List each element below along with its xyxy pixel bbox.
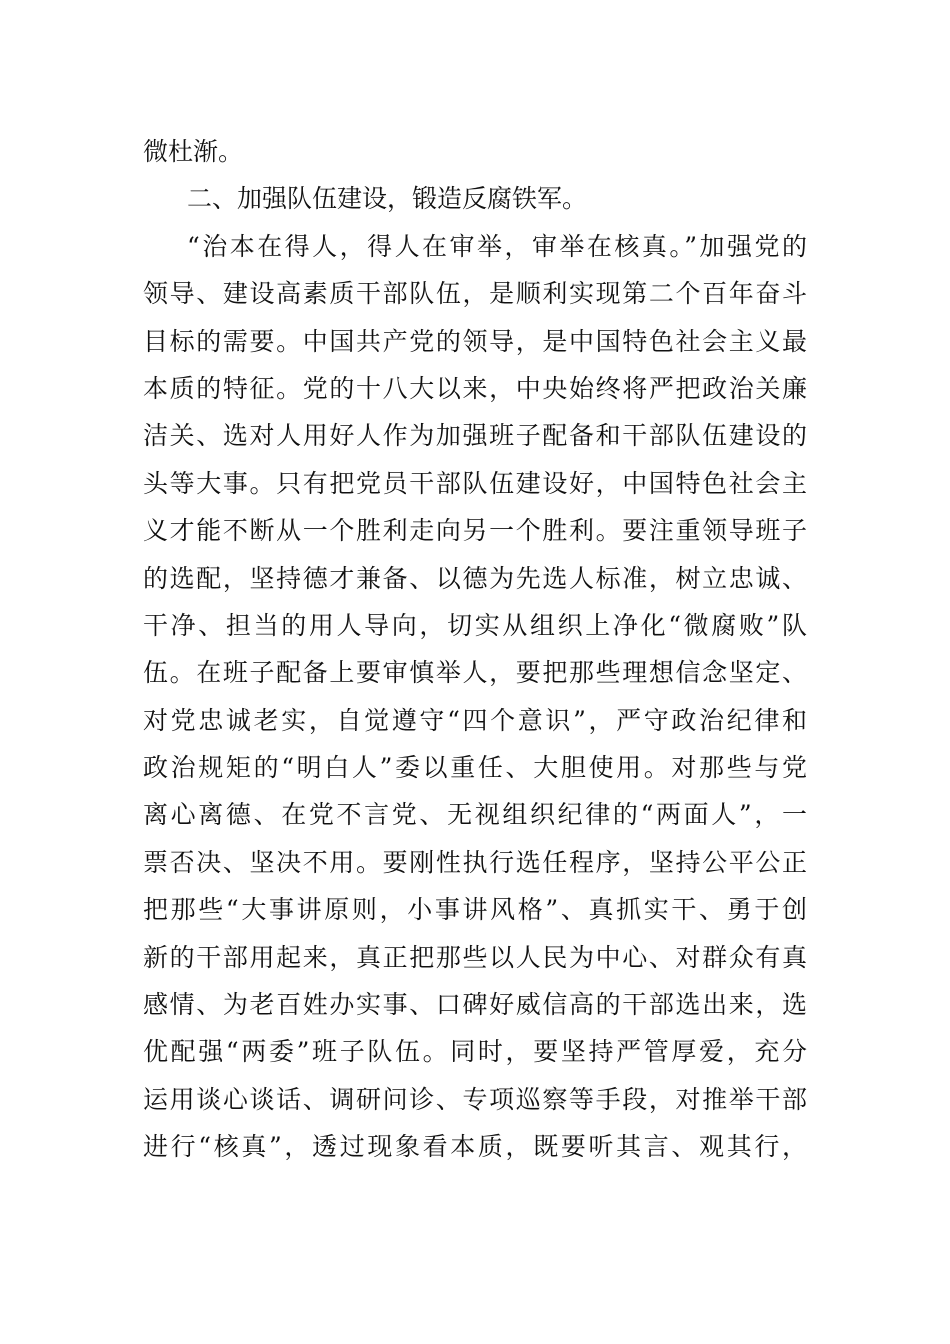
- text-line: 新的干部用起来，真正把那些以人民为中心、对群众有真: [143, 942, 807, 972]
- text-line: 干净、担当的用人导向，切实从组织上净化“微腐败”队: [143, 610, 807, 640]
- text-line: 本质的特征。党的十八大以来，中央始终将严把政治关廉: [143, 373, 807, 403]
- text-line: 政治规矩的“明白人”委以重任、大胆使用。对那些与党: [143, 753, 807, 783]
- text-line: 微杜渐。: [143, 137, 244, 166]
- document-body: [143, 128, 807, 1171]
- text-line: 运用谈心谈话、调研问诊、专项巡察等手段，对推举干部: [143, 1084, 807, 1114]
- text-line: 离心离德、在党不言党、无视组织纪律的“两面人”，一: [143, 800, 807, 830]
- section-heading: 二、加强队伍建设，锻造反腐铁军。: [187, 184, 588, 214]
- text-line: 伍。在班子配备上要审慎举人，要把那些理想信念坚定、: [143, 658, 807, 688]
- text-line: 对党忠诚老实，自觉遵守“四个意识”，严守政治纪律和: [143, 705, 807, 735]
- text-line: 头等大事。只有把党员干部队伍建设好，中国特色社会主: [143, 468, 807, 498]
- text-line: 领导、建设高素质干部队伍，是顺利实现第二个百年奋斗: [143, 279, 807, 309]
- text-line: 票否决、坚决不用。要刚性执行选任程序，坚持公平公正: [143, 847, 807, 877]
- text-line: 目标的需要。中国共产党的领导，是中国特色社会主义最: [143, 326, 807, 356]
- text-line: 感情、为老百姓办实事、口碑好威信高的干部选出来，选: [143, 990, 807, 1020]
- text-line: 洁关、选对人用好人作为加强班子配备和干部队伍建设的: [143, 421, 807, 451]
- text-line: “治本在得人，得人在审举，审举在核真。”加强党的: [187, 231, 807, 261]
- text-line: 把那些“大事讲原则，小事讲风格”、真抓实干、勇于创: [143, 895, 807, 925]
- text-line: 的选配，坚持德才兼备、以德为先选人标准，树立忠诚、: [143, 563, 807, 593]
- text-line: 优配强“两委”班子队伍。同时，要坚持严管厚爱，充分: [143, 1037, 807, 1067]
- text-line: 进行“核真”，透过现象看本质，既要听其言、观其行，: [143, 1132, 807, 1162]
- text-line: 义才能不断从一个胜利走向另一个胜利。要注重领导班子: [143, 516, 807, 546]
